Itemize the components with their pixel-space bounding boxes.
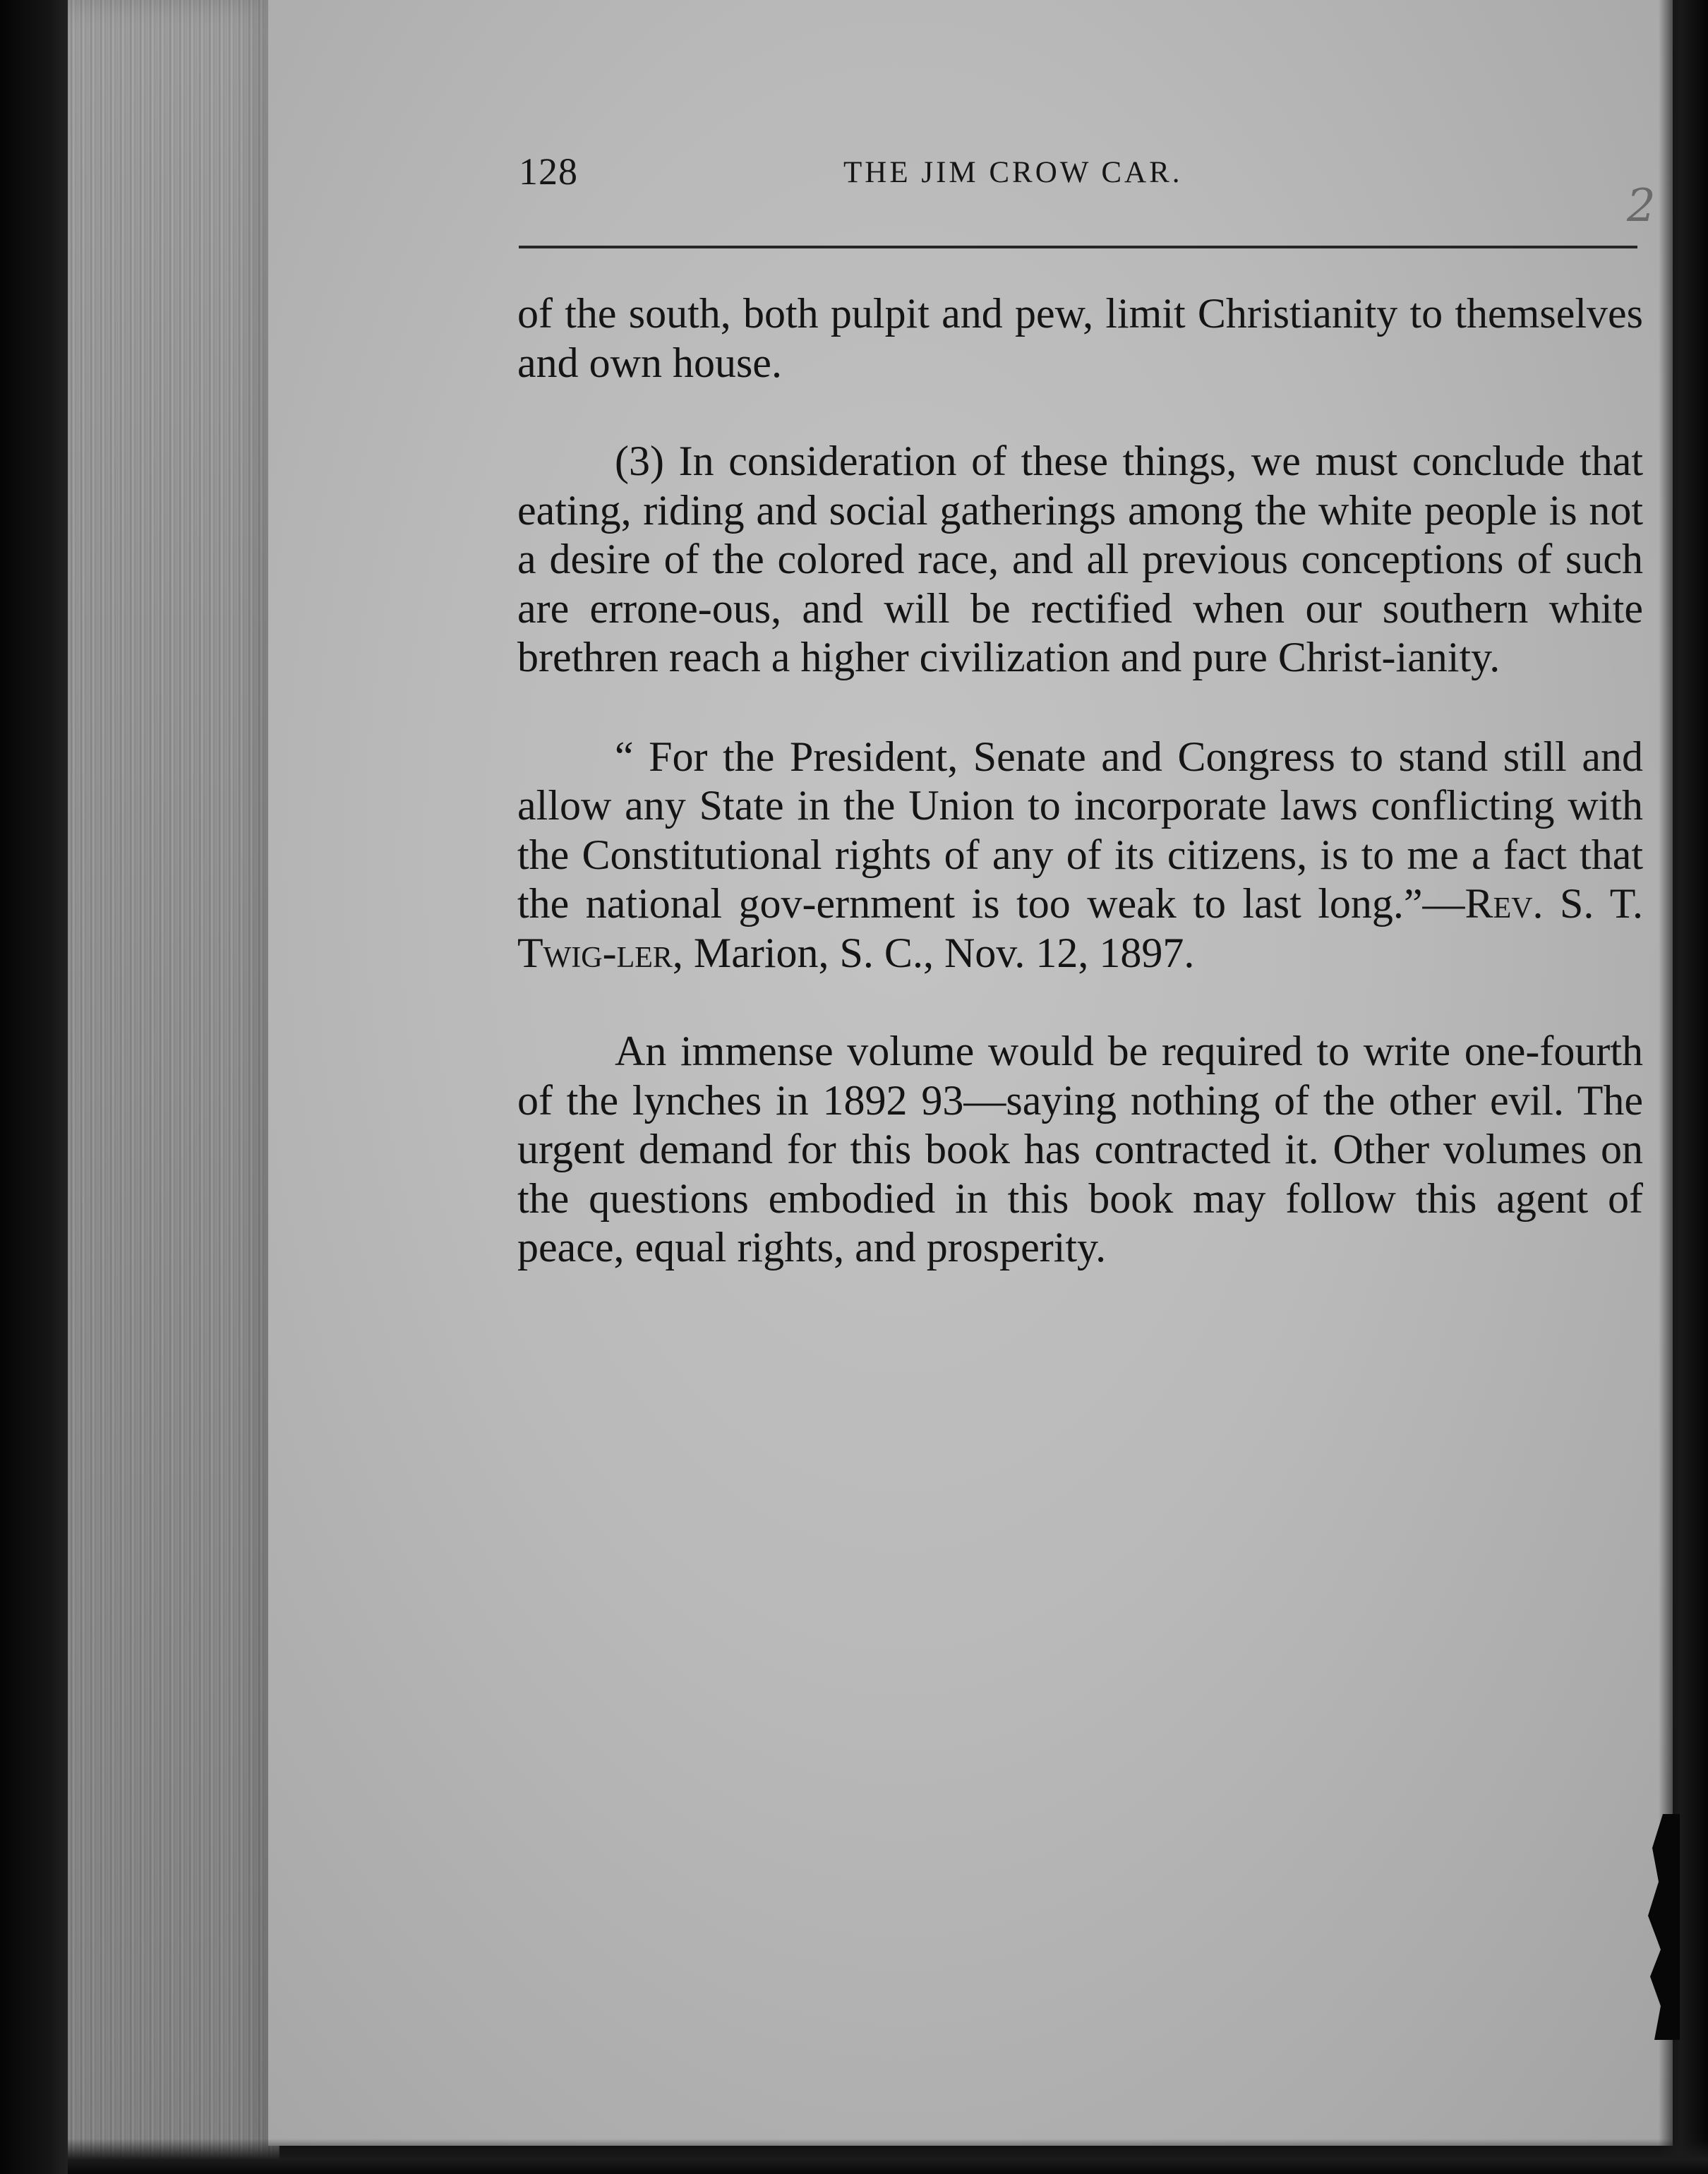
book-page-edges [68, 0, 279, 2174]
header-rule [519, 246, 1637, 248]
page-number: 128 [519, 150, 578, 193]
scan-background [0, 0, 68, 2174]
quotation-author: Rev. S. T. Twig-ler [517, 880, 1643, 976]
body-text [517, 289, 1643, 1273]
quotation-source: , Marion, S. C., Nov. 12, 1897. [672, 929, 1195, 976]
running-title: THE JIM CROW CAR. [843, 156, 1183, 189]
paragraph-conclusion: (3) In consideration of these things, we must conclude that eating, riding and social gatherings among the white people is not a desire of the colored race, and all previous conceptions of such are errone-ous, and will be rectified when our southern white brethren reach a higher civilization and pure Christ-ianity. [517, 438, 1643, 680]
quotation-text: “ For the President, Senate and Congress to stand still and allow any State in the Union to incorporate laws conflicting with the Constitutional rights of any of its citizens, is to me a fact that the national gov-ernment is too weak to last long.”— [517, 733, 1643, 927]
paragraph-quotation [517, 733, 1643, 978]
paragraph-closing: An immense volume would be required to write one-fourth of the lynches in 1892 93—saying nothing of the other evil. The urgent demand for this book has contracted it. Other volumes on the questions embodied in this book may follow this agent of peace, equal rights, and prosperity. [517, 1028, 1643, 1271]
bottom-shadow [68, 2139, 1708, 2174]
pencil-annotation: 2 [1627, 180, 1656, 232]
running-head [519, 150, 1634, 213]
paragraph-continuation: of the south, both pulpit and pew, limit Christianity to themselves and own house. [517, 290, 1643, 386]
